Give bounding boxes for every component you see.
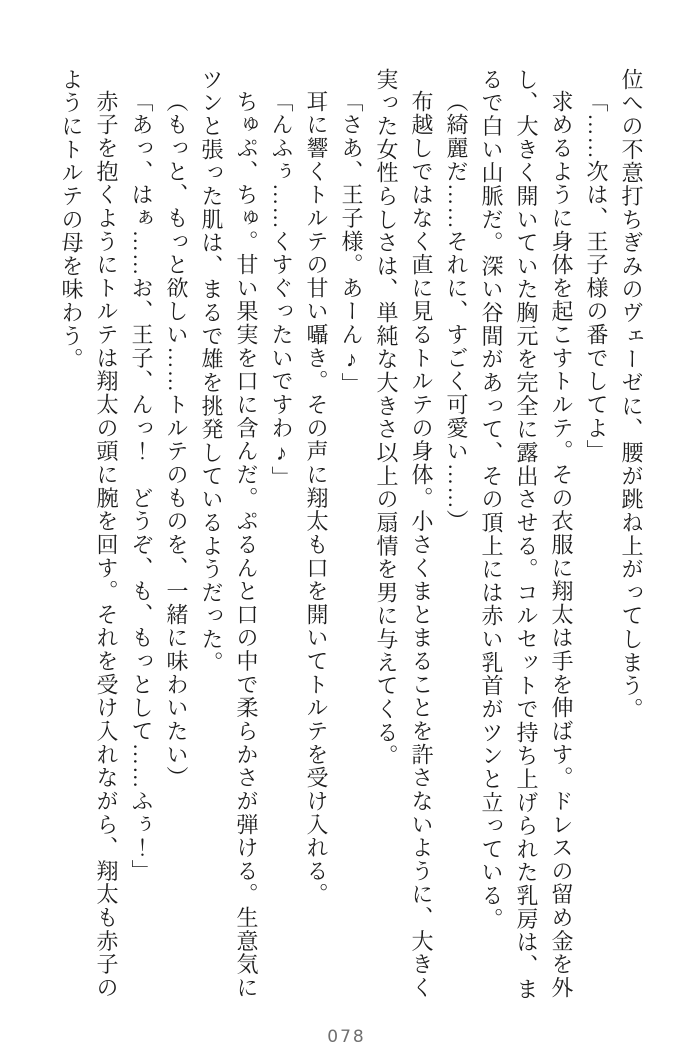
paragraph: 「さあ、王子様。あーん♪」 bbox=[339, 90, 364, 397]
paragraph: ちゅぷ、ちゅ。甘い果実を口に含んだ。ぷるんと口の中で柔らかさが弾ける。生意気にツンと張った肌は、まるで雄を挑発しているようだった。 bbox=[199, 68, 259, 1000]
paragraph: 耳に響くトルテの甘い囁き。その声に翔太も口を開いてトルテを受け入れる。 bbox=[304, 90, 329, 907]
page-text bbox=[54, 68, 649, 1004]
paragraph: 「あっ、はぁ……お、王子、んっ！ どうぞ、も、もっとして……ふぅ！」 bbox=[129, 90, 154, 883]
paragraph: 「んふぅ……くすぐったいですわ♪」 bbox=[269, 90, 294, 490]
paragraph: 布越しではなく直に見るトルテの身体。小さくまとまることを許さないように、大きく実った女性らしさは、単純な大きさ以上の扇情を男に与えてくる。 bbox=[374, 68, 434, 1000]
paragraph: 赤子を抱くようにトルテは翔太の頭に腕を回す。それを受け入れながら、翔太も赤子のようにトルテの母を味わう。 bbox=[59, 68, 119, 1000]
paragraph: （綺麗だ……それに、すごく可愛い……） bbox=[444, 90, 469, 534]
paragraph: 「……次は、王子様の番でしてよ」 bbox=[584, 90, 609, 464]
paragraph: 位への不意打ちぎみのヴェーゼに、腰が跳ね上がってしまう。 bbox=[619, 68, 644, 721]
page-number: 078 bbox=[327, 1027, 366, 1047]
paragraph: （もっと、もっと欲しい……トルテのものを、一緒に味わいたい） bbox=[164, 90, 189, 790]
paragraph: 求めるように身体を起こすトルテ。その衣服に翔太は手を伸ばす。ドレスの留め金を外し、大きく開いていた胸元を完全に露出させる。コルセットで持ち上げられた乳房は、まるで白い山脈だ。深い谷間があって、その頂上には赤い乳首がツンと立っている。 bbox=[479, 68, 574, 1001]
